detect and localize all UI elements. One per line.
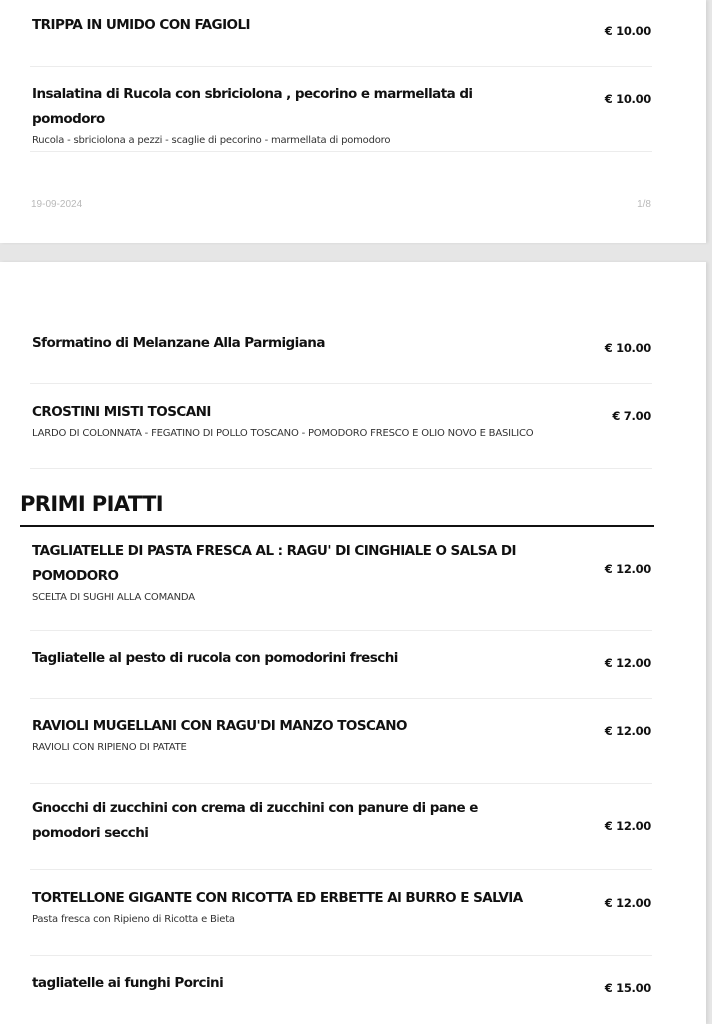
divider <box>30 66 652 67</box>
section-title: PRIMI PIATTI <box>20 492 163 516</box>
menu-page-1 <box>0 0 706 243</box>
item-description: Pasta fresca con Ripieno di Ricotta e Bieta <box>32 914 235 925</box>
section-rule <box>20 525 654 527</box>
divider <box>30 630 652 631</box>
item-description: SCELTA DI SUGHI ALLA COMANDA <box>32 592 195 603</box>
item-price: € 12.00 <box>604 896 651 910</box>
menu-page-2 <box>0 262 706 1024</box>
page-number: 1/8 <box>637 199 651 210</box>
item-price: € 7.00 <box>612 409 651 423</box>
divider <box>30 783 652 784</box>
footer-date: 19-09-2024 <box>31 199 83 210</box>
item-price: € 12.00 <box>604 724 651 738</box>
item-price: € 10.00 <box>604 92 651 106</box>
item-price: € 15.00 <box>604 981 651 995</box>
item-name: Insalatina di Rucola con sbriciolona , pecorino e marmellata di pomodoro <box>32 86 473 127</box>
item-name: TAGLIATELLE DI PASTA FRESCA AL : RAGU' DI CINGHIALE O SALSA DI POMODORO <box>32 543 517 584</box>
item-price: € 12.00 <box>604 656 651 670</box>
item-price: € 12.00 <box>604 819 651 833</box>
item-price: € 10.00 <box>604 341 651 355</box>
divider <box>30 151 652 152</box>
item-name: TORTELLONE GIGANTE CON RICOTTA ED ERBETTE Al BURRO E SALVIA <box>32 890 523 906</box>
item-description: Rucola - sbriciolona a pezzi - scaglie di pecorino - marmellata di pomodoro <box>32 135 391 146</box>
item-name: Sformatino di Melanzane Alla Parmigiana <box>32 335 325 351</box>
item-name: Tagliatelle al pesto di rucola con pomodorini freschi <box>32 650 398 666</box>
item-description: LARDO DI COLONNATA - FEGATINO DI POLLO TOSCANO - POMODORO FRESCO E OLIO NOVO E BASILICO <box>32 428 534 439</box>
item-description: RAVIOLI CON RIPIENO DI PATATE <box>32 742 187 753</box>
item-price: € 10.00 <box>604 24 651 38</box>
divider <box>30 698 652 699</box>
divider <box>30 468 652 469</box>
item-price: € 12.00 <box>604 562 651 576</box>
item-name: CROSTINI MISTI TOSCANI <box>32 404 211 420</box>
item-name: tagliatelle ai funghi Porcini <box>32 975 224 991</box>
item-name: RAVIOLI MUGELLANI CON RAGU'DI MANZO TOSCANO <box>32 718 407 734</box>
divider <box>30 955 652 956</box>
item-name: TRIPPA IN UMIDO CON FAGIOLI <box>32 17 251 33</box>
divider <box>30 383 652 384</box>
divider <box>30 869 652 870</box>
item-name: Gnocchi di zucchini con crema di zucchini con panure di pane e pomodori secchi <box>32 800 478 841</box>
